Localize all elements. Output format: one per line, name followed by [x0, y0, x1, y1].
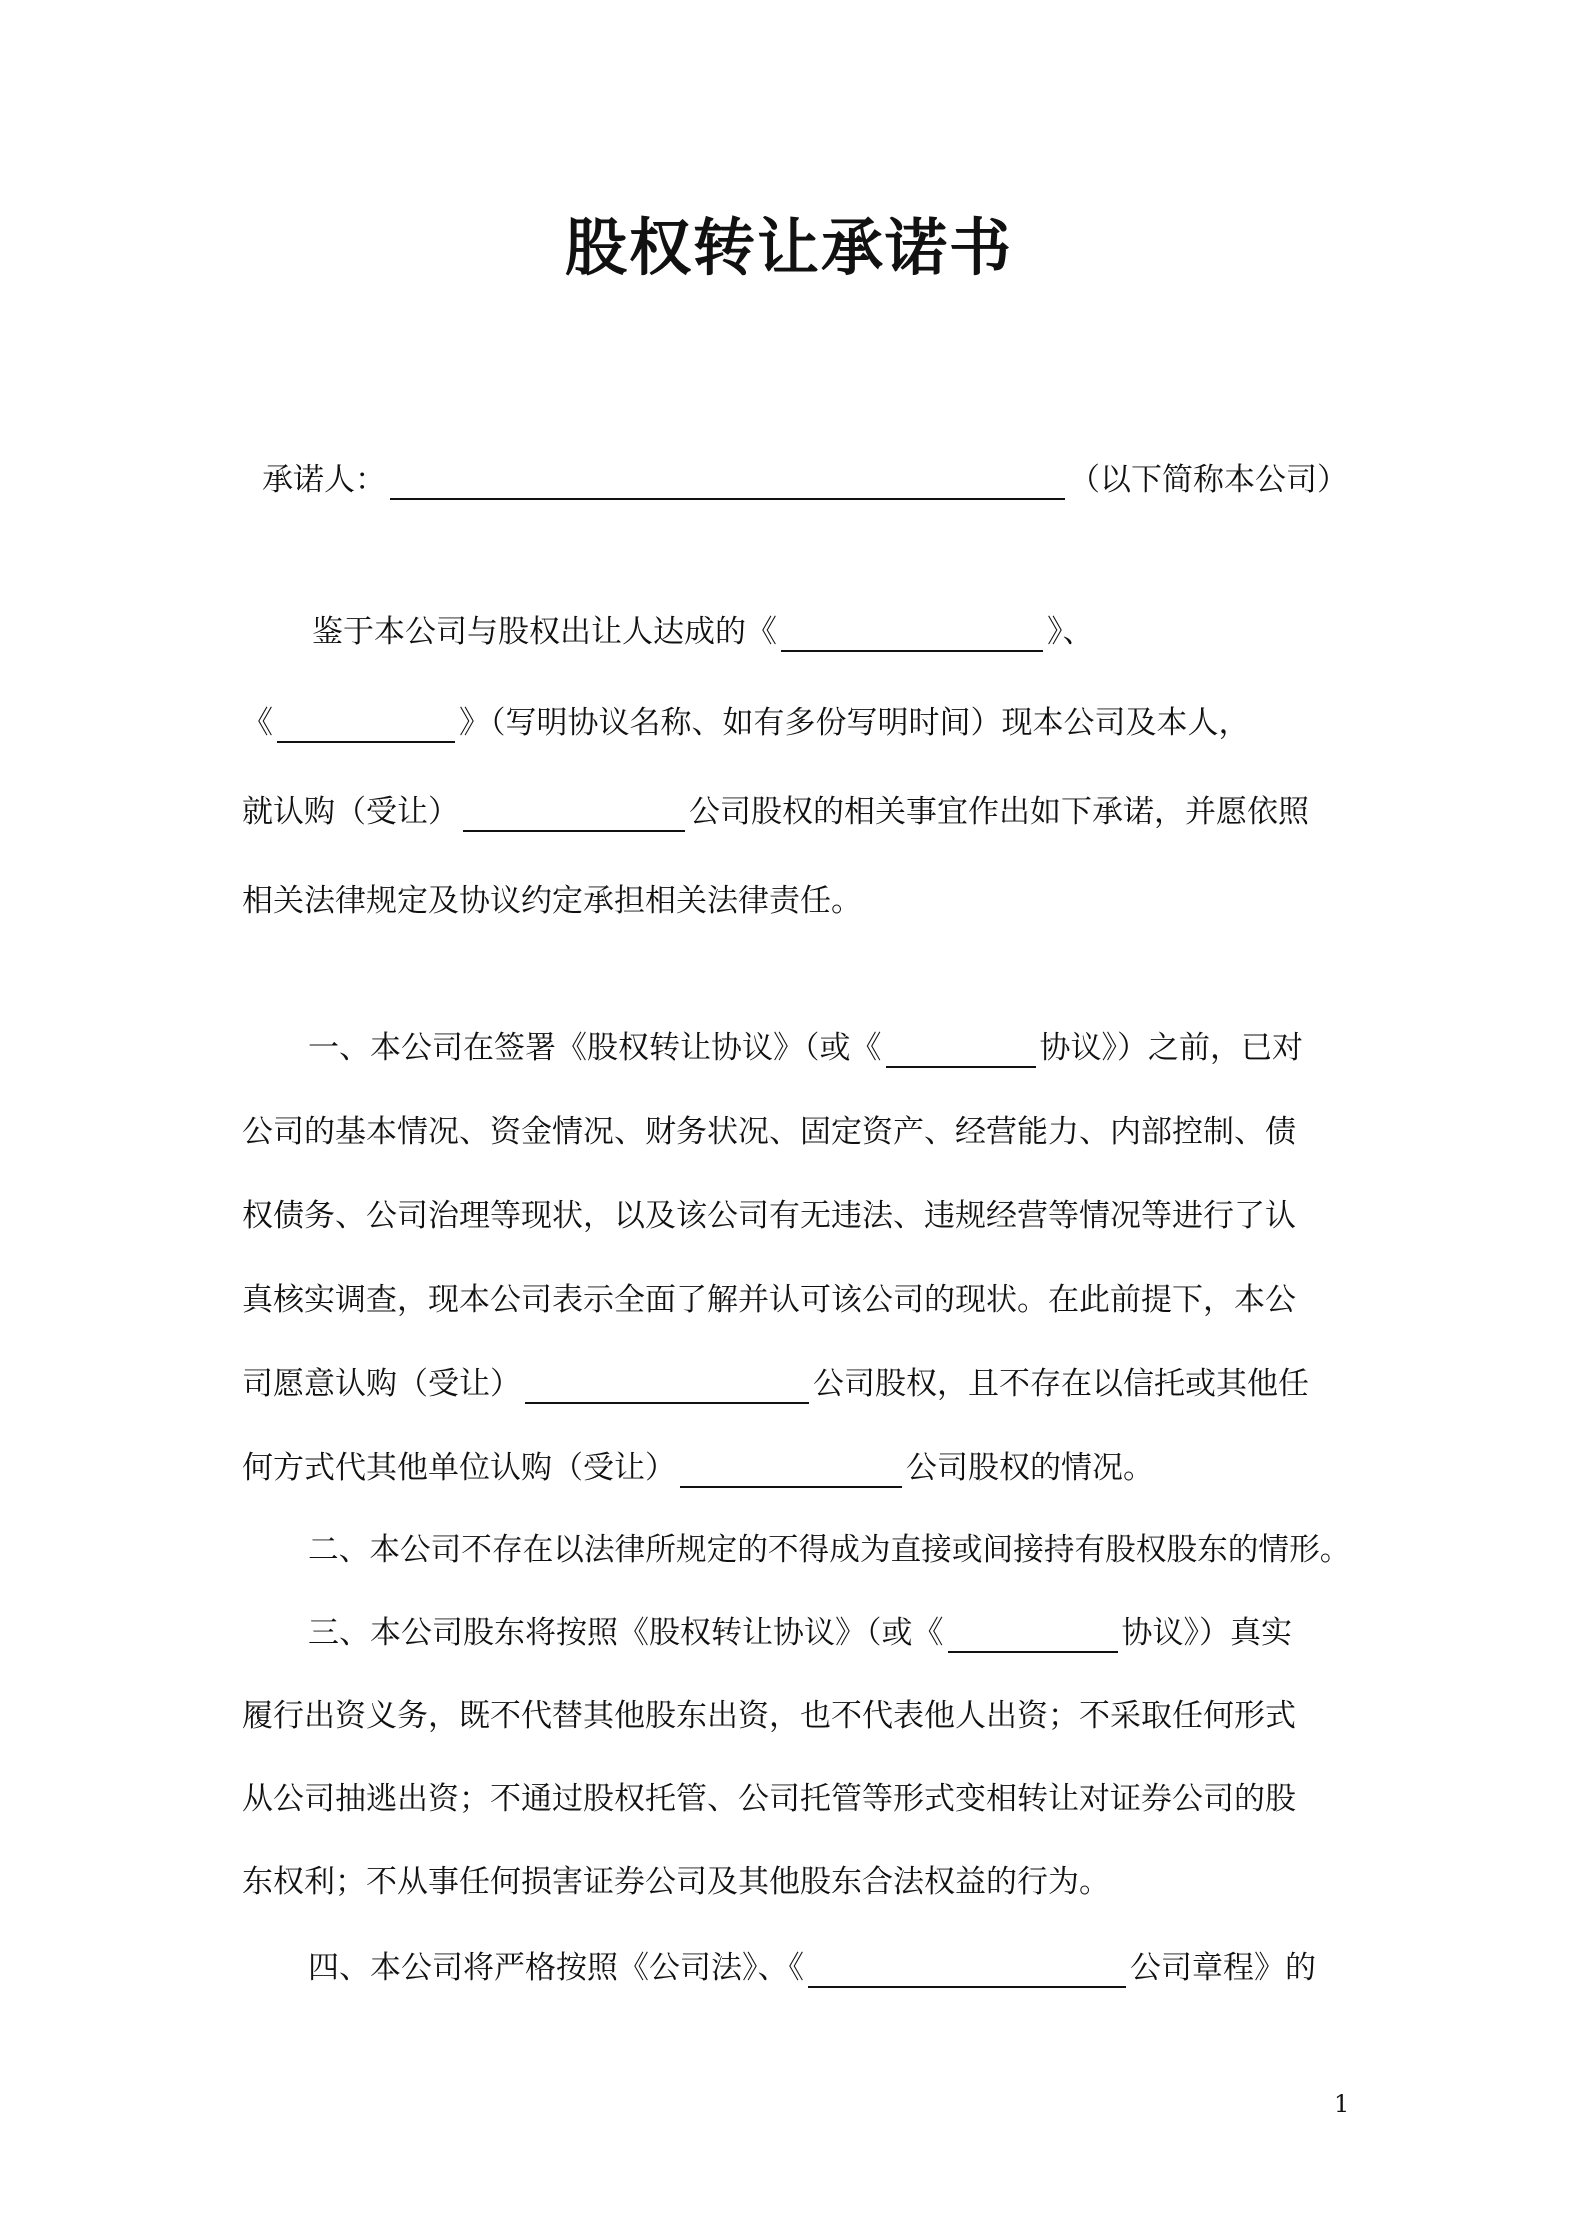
company-charter-blank[interactable] [808, 1948, 1126, 1988]
clause3-line-1 [308, 1613, 1292, 1653]
clause1-line-2: 公司的基本情况、资金情况、财务状况、固定资产、经营能力、内部控制、债 [242, 1114, 1296, 1150]
clause4-line-1 [308, 1948, 1316, 1988]
text-segment: 司愿意认购（受让） [242, 1366, 521, 1402]
promiser-label: 承诺人： [262, 462, 386, 498]
preamble-line-4: 相关法律规定及协议约定承担相关法律责任。 [242, 883, 862, 919]
page-number: 1 [1334, 2090, 1350, 2118]
text-segment: 就认购（受让） [242, 794, 459, 830]
company-blank-clause1[interactable] [525, 1364, 809, 1404]
text-segment: 《 [242, 705, 273, 741]
clause1-line-3: 权债务、公司治理等现状，以及该公司有无违法、违规经营等情况等进行了认 [242, 1198, 1296, 1234]
clause1-line-1 [308, 1028, 1303, 1068]
promiser-suffix: （以下简称本公司） [1069, 462, 1348, 498]
text-segment: 三、本公司股东将按照《股权转让协议》（或《 [308, 1615, 944, 1651]
clause1-line-5 [242, 1364, 1309, 1404]
clause2-line: 二、本公司不存在以法律所规定的不得成为直接或间接持有股权股东的情形。 [308, 1532, 1351, 1568]
text-segment: 公司股权，且不存在以信托或其他任 [813, 1366, 1309, 1402]
clause3-line-2: 履行出资义务，既不代替其他股东出资，也不代表他人出资；不采取任何形式 [242, 1698, 1296, 1734]
text-segment: 公司股权的情况。 [906, 1450, 1154, 1486]
promiser-line [262, 460, 1348, 500]
promiser-blank-field[interactable] [390, 460, 1065, 500]
clause3-line-4: 东权利；不从事任何损害证券公司及其他股东合法权益的行为。 [242, 1864, 1110, 1900]
document-title: 股权转让承诺书 [564, 211, 1013, 284]
text-segment: 协议》）真实 [1121, 1615, 1292, 1651]
text-segment: 一、本公司在签署《股权转让协议》（或《 [308, 1030, 882, 1066]
text-segment: 》、 [1047, 614, 1094, 650]
company-blank-clause1-2[interactable] [680, 1448, 902, 1488]
clause3-line-3: 从公司抽逃出资；不通过股权托管、公司托管等形式变相转让对证券公司的股 [242, 1781, 1296, 1817]
agreement-name-blank-2[interactable] [277, 703, 455, 743]
text-segment: 四、本公司将严格按照《公司法》、《 [308, 1950, 804, 1986]
text-segment: 公司章程》的 [1130, 1950, 1316, 1986]
text-segment: 公司股权的相关事宜作出如下承诺，并愿依照 [689, 794, 1309, 830]
preamble-line-3 [242, 792, 1309, 832]
agreement-name-blank[interactable] [781, 612, 1043, 652]
agreement-blank-clause3[interactable] [948, 1613, 1118, 1653]
agreement-blank-clause1[interactable] [886, 1028, 1036, 1068]
text-segment: 鉴于本公司与股权出让人达成的《 [312, 614, 777, 650]
company-name-blank[interactable] [463, 792, 685, 832]
preamble-line-1 [312, 612, 1094, 652]
text-segment: 协议》）之前，已对 [1039, 1030, 1303, 1066]
clause1-line-4: 真核实调查，现本公司表示全面了解并认可该公司的现状。在此前提下，本公 [242, 1282, 1296, 1318]
preamble-line-2 [242, 703, 1250, 743]
clause1-line-6 [242, 1448, 1154, 1488]
text-segment: 》（写明协议名称、如有多份写明时间）现本公司及本人， [459, 705, 1250, 741]
text-segment: 何方式代其他单位认购（受让） [242, 1450, 676, 1486]
